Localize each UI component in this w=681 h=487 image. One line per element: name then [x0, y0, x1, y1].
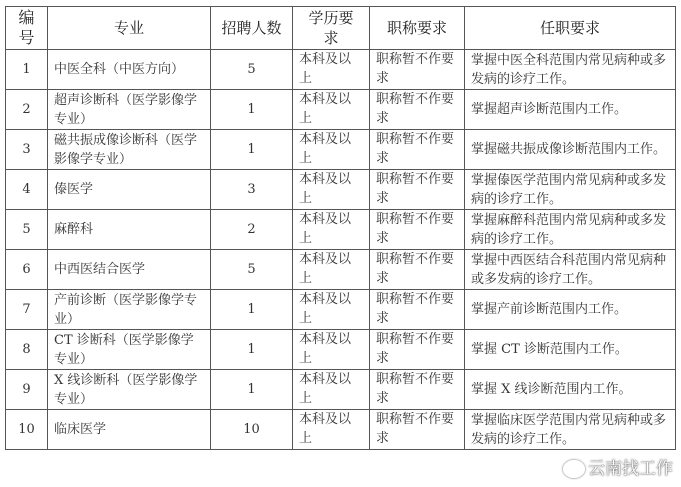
header-education: 学历要求 — [293, 7, 370, 50]
row-number: 6 — [6, 250, 48, 290]
row-title-requirement: 职称暂不作要求 — [370, 210, 465, 250]
table-row — [6, 50, 676, 90]
row-major: CT 诊断科（医学影像学专业） — [48, 330, 211, 370]
row-major: X 线诊断科（医学影像学专业） — [48, 370, 211, 410]
row-job-requirement: 掌握中医全科范围内常见病种或多发病的诊疗工作。 — [465, 50, 676, 90]
row-title-requirement: 职称暂不作要求 — [370, 90, 465, 130]
row-education: 本科及以上 — [293, 410, 370, 450]
row-title-requirement: 职称暂不作要求 — [370, 330, 465, 370]
table-row — [6, 170, 676, 210]
row-major: 临床医学 — [48, 410, 211, 450]
row-count: 1 — [211, 370, 293, 410]
row-count: 1 — [211, 290, 293, 330]
row-number: 1 — [6, 50, 48, 90]
table-row — [6, 370, 676, 410]
row-education: 本科及以上 — [293, 210, 370, 250]
watermark-text: 云南找工作 — [588, 459, 673, 479]
recruitment-table — [5, 6, 676, 450]
header-row — [6, 7, 676, 50]
row-education: 本科及以上 — [293, 130, 370, 170]
table-row — [6, 90, 676, 130]
row-education: 本科及以上 — [293, 170, 370, 210]
table-row — [6, 130, 676, 170]
row-count: 3 — [211, 170, 293, 210]
row-title-requirement: 职称暂不作要求 — [370, 170, 465, 210]
row-major: 超声诊断科（医学影像学专业） — [48, 90, 211, 130]
row-major: 产前诊断（医学影像学专业） — [48, 290, 211, 330]
row-education: 本科及以上 — [293, 50, 370, 90]
row-number: 9 — [6, 370, 48, 410]
table-row — [6, 210, 676, 250]
row-number: 2 — [6, 90, 48, 130]
row-job-requirement: 掌握临床医学范围内常见病种或多发病的诊疗工作。 — [465, 410, 676, 450]
row-major: 中医全科（中医方向） — [48, 50, 211, 90]
header-count: 招聘人数 — [211, 7, 293, 50]
row-count: 1 — [211, 130, 293, 170]
row-education: 本科及以上 — [293, 370, 370, 410]
row-title-requirement: 职称暂不作要求 — [370, 130, 465, 170]
table-row — [6, 250, 676, 290]
row-number: 4 — [6, 170, 48, 210]
row-number: 7 — [6, 290, 48, 330]
row-job-requirement: 掌握磁共振成像诊断范围内工作。 — [465, 130, 676, 170]
row-count: 10 — [211, 410, 293, 450]
row-count: 5 — [211, 50, 293, 90]
row-count: 5 — [211, 250, 293, 290]
row-job-requirement: 掌握傣医学范围内常见病种或多发病的诊疗工作。 — [465, 170, 676, 210]
row-major: 傣医学 — [48, 170, 211, 210]
row-major: 磁共振成像诊断科（医学影像学专业） — [48, 130, 211, 170]
row-title-requirement: 职称暂不作要求 — [370, 250, 465, 290]
row-job-requirement: 掌握 X 线诊断范围内工作。 — [465, 370, 676, 410]
watermark — [563, 458, 673, 480]
table-row — [6, 330, 676, 370]
row-education: 本科及以上 — [293, 290, 370, 330]
header-major: 专业 — [48, 7, 211, 50]
row-number: 3 — [6, 130, 48, 170]
row-job-requirement: 掌握麻醉科范围内常见病种或多发病的诊疗工作。 — [465, 210, 676, 250]
header-number: 编号 — [6, 7, 48, 50]
row-education: 本科及以上 — [293, 90, 370, 130]
row-education: 本科及以上 — [293, 250, 370, 290]
row-job-requirement: 掌握超声诊断范围内工作。 — [465, 90, 676, 130]
row-title-requirement: 职称暂不作要求 — [370, 410, 465, 450]
row-major: 中西医结合医学 — [48, 250, 211, 290]
row-number: 8 — [6, 330, 48, 370]
header-requirements: 任职要求 — [465, 7, 676, 50]
header-title: 职称要求 — [370, 7, 465, 50]
row-count: 1 — [211, 90, 293, 130]
row-count: 1 — [211, 330, 293, 370]
row-job-requirement: 掌握产前诊断范围内工作。 — [465, 290, 676, 330]
row-title-requirement: 职称暂不作要求 — [370, 370, 465, 410]
row-number: 10 — [6, 410, 48, 450]
row-count: 2 — [211, 210, 293, 250]
wechat-icon — [563, 460, 585, 478]
row-job-requirement: 掌握中西医结合科范围内常见病种或多发病的诊疗工作。 — [465, 250, 676, 290]
table-row — [6, 410, 676, 450]
row-job-requirement: 掌握 CT 诊断范围内工作。 — [465, 330, 676, 370]
row-number: 5 — [6, 210, 48, 250]
row-title-requirement: 职称暂不作要求 — [370, 50, 465, 90]
row-major: 麻醉科 — [48, 210, 211, 250]
row-education: 本科及以上 — [293, 330, 370, 370]
row-title-requirement: 职称暂不作要求 — [370, 290, 465, 330]
table-row — [6, 290, 676, 330]
